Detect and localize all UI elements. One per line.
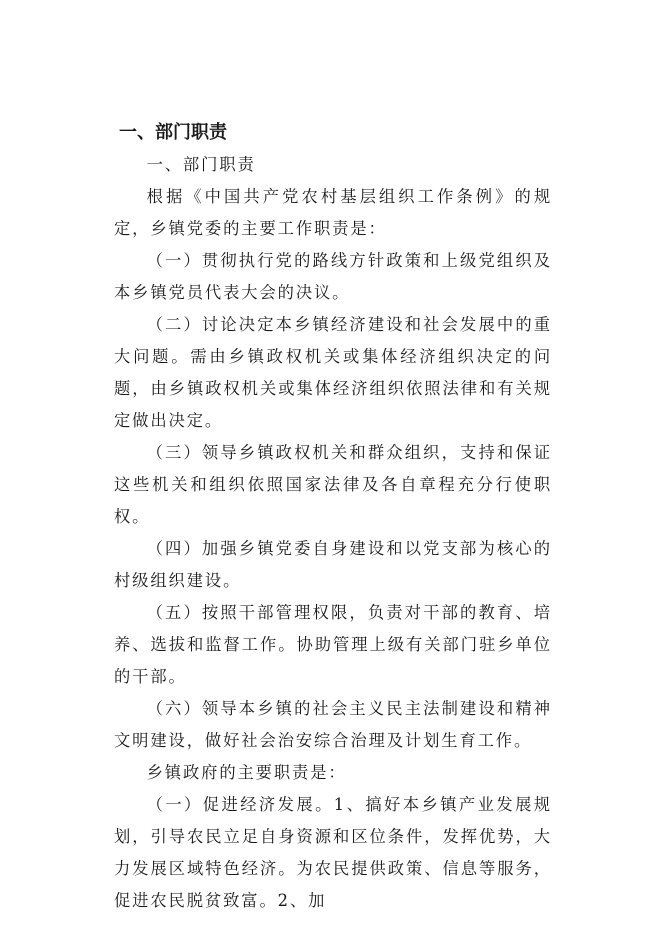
paragraph-duty-1: （一）贯彻执行党的路线方针政策和上级党组织及本乡镇党员代表大会的决议。	[114, 251, 552, 302]
document-body	[114, 118, 552, 917]
paragraph-duty-4: （四）加强乡镇党委自身建设和以党支部为核心的村级组织建设。	[114, 539, 552, 590]
paragraph-government-duty-1: （一）促进经济发展。1、搞好本乡镇产业发展规划，引导农民立足自身资源和区位条件，发挥优势，大力发展区域特色经济。为农民提供政策、信息等服务，促进农民脱贫致富。2、加	[114, 795, 552, 910]
paragraph-government-intro: 乡镇政府的主要职责是：	[146, 763, 347, 782]
paragraph-duty-3: （三）领导乡镇政权机关和群众组织，支持和保证这些机关和组织依照国家法律及各自章程充分行使职权。	[114, 443, 552, 526]
section-subtitle: 一、部门职责	[146, 155, 256, 174]
paragraph-duty-2: （二）讨论决定本乡镇经济建设和社会发展中的重大问题。需由乡镇政权机关或集体经济组织决定的问题，由乡镇政权机关或集体经济组织依照法律和有关规定做出决定。	[114, 315, 552, 430]
paragraph-duty-6: （六）领导本乡镇的社会主义民主法制建设和精神文明建设，做好社会治安综合治理及计划生育工作。	[114, 699, 552, 750]
paragraph-party-committee-intro: 根据《中国共产党农村基层组织工作条例》的规定，乡镇党委的主要工作职责是：	[114, 187, 552, 238]
section-heading: 一、部门职责	[119, 122, 227, 143]
paragraph-duty-5: （五）按照干部管理权限，负责对干部的教育、培养、选拔和监督工作。协助管理上级有关部门驻乡单位的干部。	[114, 603, 552, 686]
